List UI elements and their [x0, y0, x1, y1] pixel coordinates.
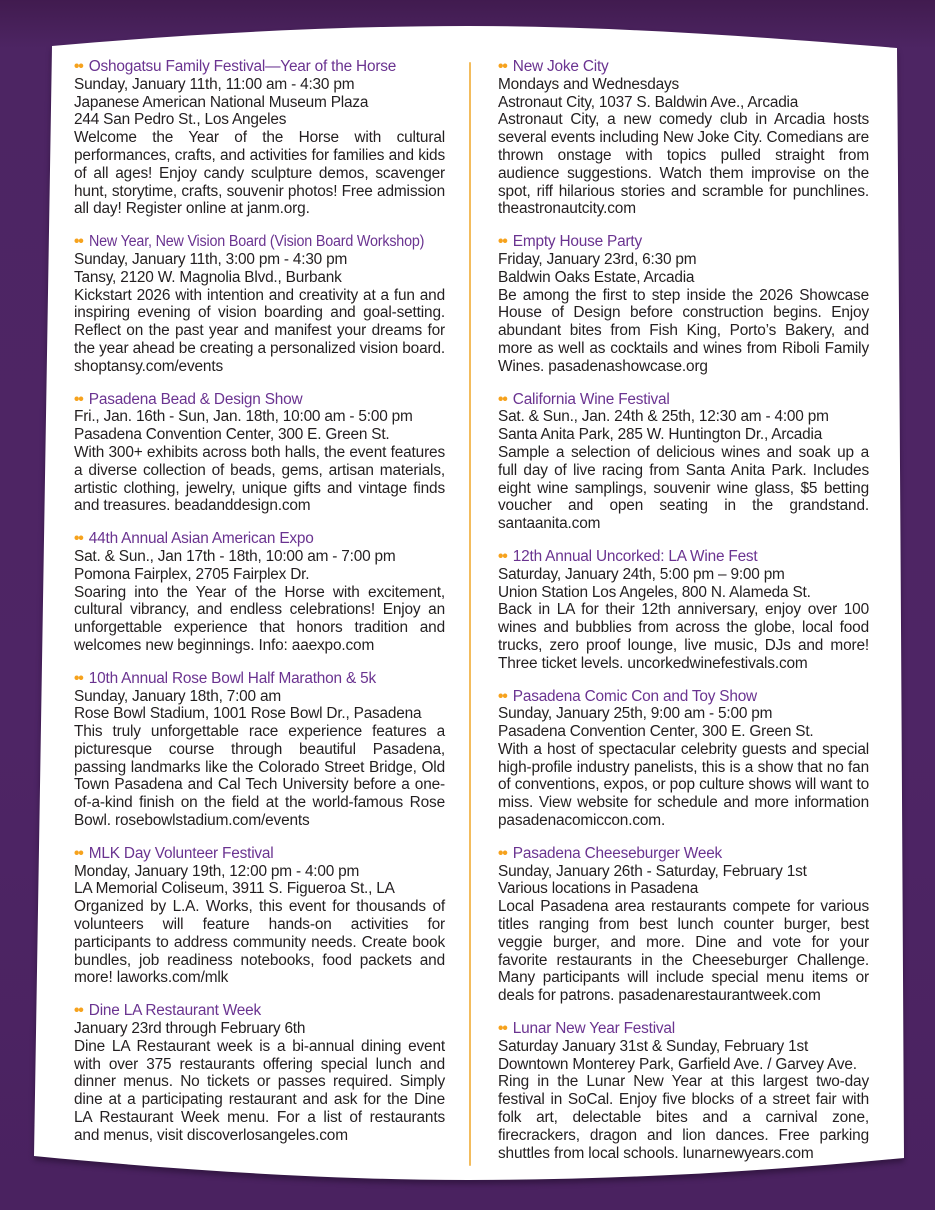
event-datetime: January 23rd through February 6th [74, 1020, 306, 1038]
event-title-text: Pasadena Comic Con and Toy Show [512, 687, 757, 705]
event-new-joke-city [498, 58, 869, 218]
event-title-text: 44th Annual Asian American Expo [88, 530, 314, 548]
event-title [74, 233, 445, 251]
event-title-text: Lunar New Year Festival [512, 1020, 676, 1038]
event-venue: Pasadena Convention Center, 300 E. Green St. [74, 426, 390, 444]
event-datetime: Sat. & Sun., Jan 17th - 18th, 10:00 am - 7:00 pm [74, 547, 396, 565]
event-description: Dine LA Restaurant week is a bi-annual dining event with over 375 restaurants offering special lunch and dinner menus. No tickets or passes required. Simply dine at a participating restaurant and ask for the Dine LA Restaurant Week menu. For a list of restaurants and menus, visit discoverlosangeles.com [74, 1037, 445, 1144]
event-datetime: Fri., Jan. 16th - Sun, Jan. 18th, 10:00 am - 5:00 pm [74, 408, 413, 426]
event-datetime: Saturday, January 24th, 5:00 pm – 9:00 pm [498, 565, 785, 583]
event-venue: Union Station Los Angeles, 800 N. Alameda St. [498, 583, 811, 601]
event-description: Ring in the Lunar New Year at this largest two-day festival in SoCal. Enjoy five blocks of a street fair with folk art, delectable bites and a carnival zone, firecrackers, dragon and lion dances. Free parking shuttles from local schools. lunarnewyears.com [498, 1073, 869, 1162]
event-title-text: Empty House Party [512, 233, 642, 251]
bullet-icon: •• [498, 687, 507, 705]
event-datetime: Sunday, January 25th, 9:00 am - 5:00 pm [498, 705, 773, 723]
event-title [498, 845, 869, 863]
event-venue: Pasadena Convention Center, 300 E. Green St. [498, 723, 814, 741]
event-title [498, 548, 869, 566]
event-description: With 300+ exhibits across both halls, the event features a diverse collection of beads, gems, artisan materials, artistic clothing, jewelry, unique gifts and vintage finds and treasures. beadanddesign.com [74, 443, 445, 515]
event-description: Back in LA for their 12th anniversary, enjoy over 100 wines and bubblies from across the globe, local food trucks, zero proof lounge, live music, DJs and more! Three ticket levels. uncorkedwinefestivals.com [498, 601, 869, 672]
event-datetime: Monday, January 19th, 12:00 pm - 4:00 pm [74, 862, 360, 880]
event-pasadena-comic-con [498, 688, 869, 830]
event-venue: Tansy, 2120 W. Magnolia Blvd., Burbank [74, 268, 342, 286]
event-venue: Astronaut City, 1037 S. Baldwin Ave., Arcadia [498, 93, 799, 111]
bullet-icon: •• [74, 530, 83, 548]
event-mlk-day-volunteer-festival [74, 845, 445, 987]
event-datetime: Sunday, January 11th, 11:00 am - 4:30 pm [74, 75, 355, 93]
event-title [74, 1002, 445, 1020]
bullet-icon: •• [74, 58, 83, 75]
event-title-text: Oshogatsu Family Festival—Year of the Horse [88, 58, 397, 75]
bullet-icon: •• [74, 1002, 83, 1020]
event-title [498, 58, 869, 76]
event-title [498, 391, 869, 409]
event-title-text: California Wine Festival [512, 390, 670, 408]
bullet-icon: •• [498, 1020, 507, 1038]
event-description: This truly unforgettable race experience features a picturesque course through beautiful Pasadena, passing landmarks like the Colorado Street Bridge, Old Town Pasadena and Cal Tech University before a one-of-a-kind finish on the field at the world-famous Rose Bowl. rosebowlstadium.com/events [74, 723, 445, 830]
event-title [498, 1020, 869, 1038]
event-title-text: Dine LA Restaurant Week [88, 1002, 261, 1020]
event-pasadena-cheeseburger-week [498, 845, 869, 1005]
event-asian-american-expo [74, 530, 445, 655]
event-datetime: Sunday, January 18th, 7:00 am [74, 687, 281, 705]
event-datetime: Friday, January 23rd, 6:30 pm [498, 250, 697, 268]
event-california-wine-festival [498, 391, 869, 533]
event-venue: Pomona Fairplex, 2705 Fairplex Dr. [74, 565, 310, 583]
bullet-icon: •• [74, 233, 83, 251]
event-venue: Santa Anita Park, 285 W. Huntington Dr., Arcadia [498, 426, 823, 444]
event-title [74, 530, 445, 548]
event-title [498, 233, 869, 251]
event-title [74, 670, 445, 688]
event-venue: LA Memorial Coliseum, 3911 S. Figueroa St., LA [74, 880, 395, 898]
event-datetime: Mondays and Wednesdays [498, 75, 679, 93]
event-datetime: Sat. & Sun., Jan. 24th & 25th, 12:30 am - 4:00 pm [498, 408, 829, 426]
event-datetime: Saturday January 31st & Sunday, February 1st [498, 1037, 809, 1055]
bullet-icon: •• [498, 233, 507, 251]
event-description: Local Pasadena area restaurants compete for various titles ranging from best lunch counter burger, best veggie burger, and more. Dine and vote for your favorite restaurants in the Cheeseburger Challenge. Many participants will include special menu items or deals for patrons. pasadenarestaurantweek.com [498, 898, 869, 1005]
event-title-text: New Joke City [512, 58, 609, 75]
event-uncorked-la-wine-fest [498, 548, 869, 673]
event-title-text: New Year, New Vision Board (Vision Board Workshop) [88, 233, 424, 251]
event-title-text: Pasadena Bead & Design Show [88, 390, 303, 408]
event-title [74, 58, 445, 76]
events-column-left [74, 58, 445, 1160]
events-column-right [498, 58, 869, 1177]
event-venue: Japanese American National Museum Plaza [74, 93, 369, 111]
event-description: With a host of spectacular celebrity guests and special high-profile industry panelists, this is a show that no fan of conventions, expos, or pop culture shows will want to miss. View website for schedule and more information pasadenacomiccon.com. [498, 740, 869, 830]
event-venue: Various locations in Pasadena [498, 880, 699, 898]
event-description: Soaring into the Year of the Horse with excitement, cultural vibrancy, and endless celebrations! Enjoy an unforgettable experience that honors tradition and welcomes new beginnings. Info: aaexpo.com [74, 583, 445, 654]
bullet-icon: •• [498, 390, 507, 408]
event-title [74, 845, 445, 863]
event-description: Be among the first to step inside the 2026 Showcase House of Design before construction begins. Enjoy abundant bites from Fish King, Porto’s Bakery, and more as well as cocktails and wines from Riboli Family Wines. pasadenashowcase.org [498, 286, 869, 375]
event-title-text: 12th Annual Uncorked: LA Wine Fest [512, 547, 758, 565]
bullet-icon: •• [74, 844, 83, 862]
event-address: 244 San Pedro St., Los Angeles [74, 111, 287, 129]
event-title-text: 10th Annual Rose Bowl Half Marathon & 5k [88, 669, 376, 687]
event-venue: Baldwin Oaks Estate, Arcadia [498, 268, 695, 286]
event-description: Organized by L.A. Works, this event for thousands of volunteers will feature hands-on activities for participants to address community needs. Create book bundles, job readiness notebooks, food packets and more! laworks.com/mlk [74, 898, 445, 987]
event-oshogatsu-family-festival [74, 58, 445, 218]
bullet-icon: •• [498, 58, 507, 75]
event-datetime: Sunday, January 11th, 3:00 pm - 4:30 pm [74, 250, 348, 268]
event-lunar-new-year-festival [498, 1020, 869, 1162]
event-description: Astronaut City, a new comedy club in Arcadia hosts several events including New Joke City. Comedians are thrown onstage with topics pulled straight from audience suggestions. Watch them improvise on the spot, riff hilarious stories and scramble for punchlines. theastronautcity.com [498, 111, 869, 218]
event-new-vision-board [74, 233, 445, 375]
event-venue: Downtown Monterey Park, Garfield Ave. / Garvey Ave. [498, 1055, 857, 1073]
event-rose-bowl-half-marathon [74, 670, 445, 830]
column-divider [469, 62, 471, 1166]
event-title-text: MLK Day Volunteer Festival [88, 844, 274, 862]
event-pasadena-bead-design-show [74, 391, 445, 516]
event-description: Sample a selection of delicious wines and soak up a full day of live racing from Santa Anita Park. Includes eight wine samplings, souvenir wine glass, $5 betting voucher and open seating in the grandstand. santaanita.com [498, 443, 869, 533]
event-title-text: Pasadena Cheeseburger Week [512, 844, 723, 862]
event-dine-la-restaurant-week [74, 1002, 445, 1144]
event-title [498, 688, 869, 706]
event-datetime: Sunday, January 26th - Saturday, February 1st [498, 862, 807, 880]
event-venue: Rose Bowl Stadium, 1001 Rose Bowl Dr., Pasadena [74, 705, 422, 723]
bullet-icon: •• [498, 547, 507, 565]
bullet-icon: •• [74, 669, 83, 687]
bullet-icon: •• [74, 390, 83, 408]
event-title [74, 391, 445, 409]
event-description: Welcome the Year of the Horse with cultural performances, crafts, and activities for families and kids of all ages! Enjoy candy sculpture demos, scavenger hunt, storytime, crafts, souvenir photos! Free admission all day! Register online at janm.org. [74, 129, 445, 218]
event-description: Kickstart 2026 with intention and creativity at a fun and inspiring evening of vision boarding and goal-setting. Reflect on the past year and manifest your dreams for the year ahead be creating a personalized vision board. shoptansy.com/events [74, 286, 445, 375]
bullet-icon: •• [498, 844, 507, 862]
event-empty-house-party [498, 233, 869, 375]
